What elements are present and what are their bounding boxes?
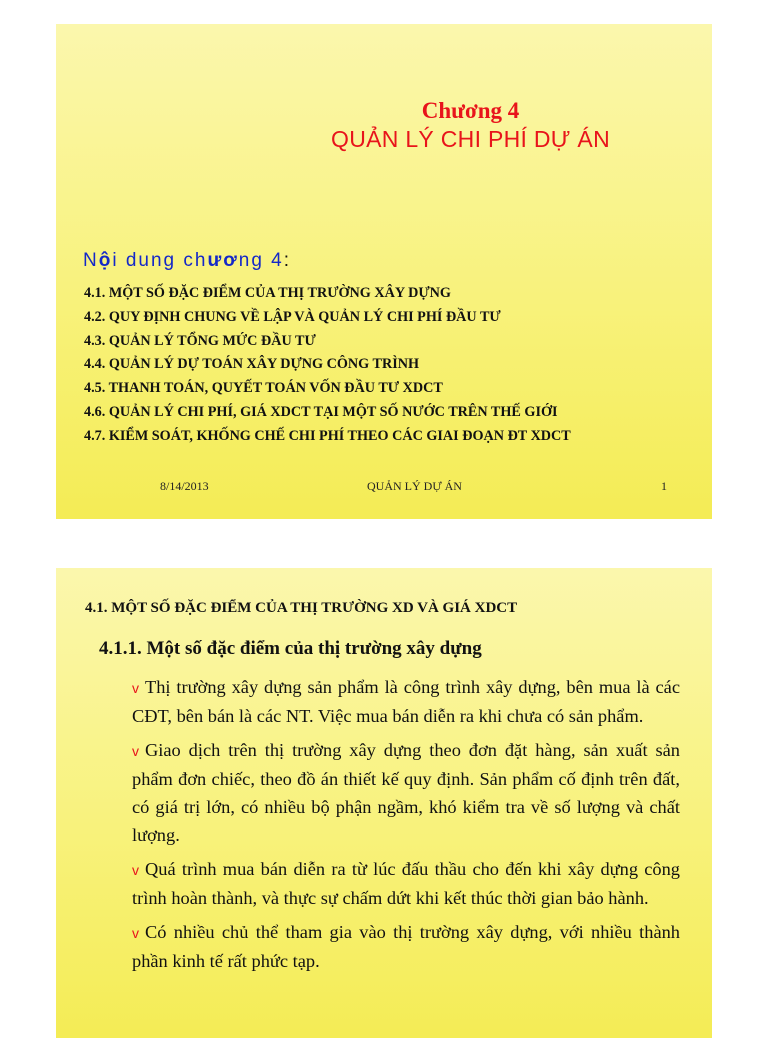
footer-date: 8/14/2013	[160, 479, 209, 493]
toc-heading: Nội dung chương 4:	[83, 250, 292, 271]
bullet-item	[132, 736, 680, 849]
slide-2	[56, 568, 712, 1038]
toc-item: 4.7. KIỂM SOÁT, KHỐNG CHẾ CHI PHÍ THEO CÁC GIAI ĐOẠN ĐT XDCT	[84, 427, 571, 444]
toc-item: 4.3. QUẢN LÝ TỔNG MỨC ĐẦU TƯ	[84, 332, 316, 349]
chapter-title: QUẢN LÝ CHI PHÍ DỰ ÁN	[331, 126, 610, 152]
chapter-number: Chương 4	[421, 98, 520, 123]
check-bullet-icon: v	[132, 925, 139, 941]
bullet-text: Giao dịch trên thị trường xây dựng theo đơn đặt hàng, sản xuất sản phẩm đơn chiếc, theo đồ án thiết kế quy định. Sản phẩm cố định trên đất, có giá trị lớn, có nhiều bộ phận ngầm, khó kiểm tra về số lượng và chất lượng.	[132, 740, 680, 845]
check-bullet-icon: v	[132, 743, 139, 759]
bullet-item	[132, 673, 680, 730]
toc-item: 4.1. MỘT SỐ ĐẶC ĐIỂM CỦA THỊ TRƯỜNG XÂY DỰNG	[84, 285, 451, 301]
bullet-text: Có nhiều chủ thể tham gia vào thị trường xây dựng, với nhiều thành phần kinh tế rất phức tạp.	[132, 922, 680, 971]
bullet-text: Thị trường xây dựng sản phẩm là công trình xây dựng, bên mua là các CĐT, bên bán là các NT. Việc mua bán diễn ra khi chưa có sản phẩm.	[132, 677, 680, 726]
bullet-list	[132, 673, 680, 981]
bullet-item	[132, 918, 680, 975]
toc-item: 4.5. THANH TOÁN, QUYẾT TOÁN VỐN ĐẦU TƯ XDCT	[84, 380, 443, 397]
bullet-text: Quá trình mua bán diễn ra từ lúc đấu thầu cho đến khi xây dựng công trình hoàn thành, và thực sự chấm dứt khi kết thúc thời gian bảo hành.	[132, 859, 680, 908]
subsection-heading: 4.1.1. Một số đặc điểm của thị trường xây dựng	[99, 638, 482, 659]
footer-page-number: 1	[661, 479, 667, 493]
toc-item: 4.4. QUẢN LÝ DỰ TOÁN XÂY DỰNG CÔNG TRÌNH	[84, 356, 419, 373]
toc-item: 4.2. QUY ĐỊNH CHUNG VỀ LẬP VÀ QUẢN LÝ CHI PHÍ ĐẦU TƯ	[84, 308, 501, 325]
bullet-item	[132, 855, 680, 912]
toc-item: 4.6. QUẢN LÝ CHI PHÍ, GIÁ XDCT TẠI MỘT SỐ NƯỚC TRÊN THẾ GIỚI	[84, 403, 558, 420]
check-bullet-icon: v	[132, 862, 139, 878]
section-heading: 4.1. MỘT SỐ ĐẶC ĐIỂM CỦA THỊ TRƯỜNG XD VÀ GIÁ XDCT	[85, 600, 518, 616]
check-bullet-icon: v	[132, 680, 139, 696]
toc-list	[84, 282, 571, 449]
footer-title: QUẢN LÝ DỰ ÁN	[367, 479, 462, 493]
slide-1	[56, 24, 712, 519]
